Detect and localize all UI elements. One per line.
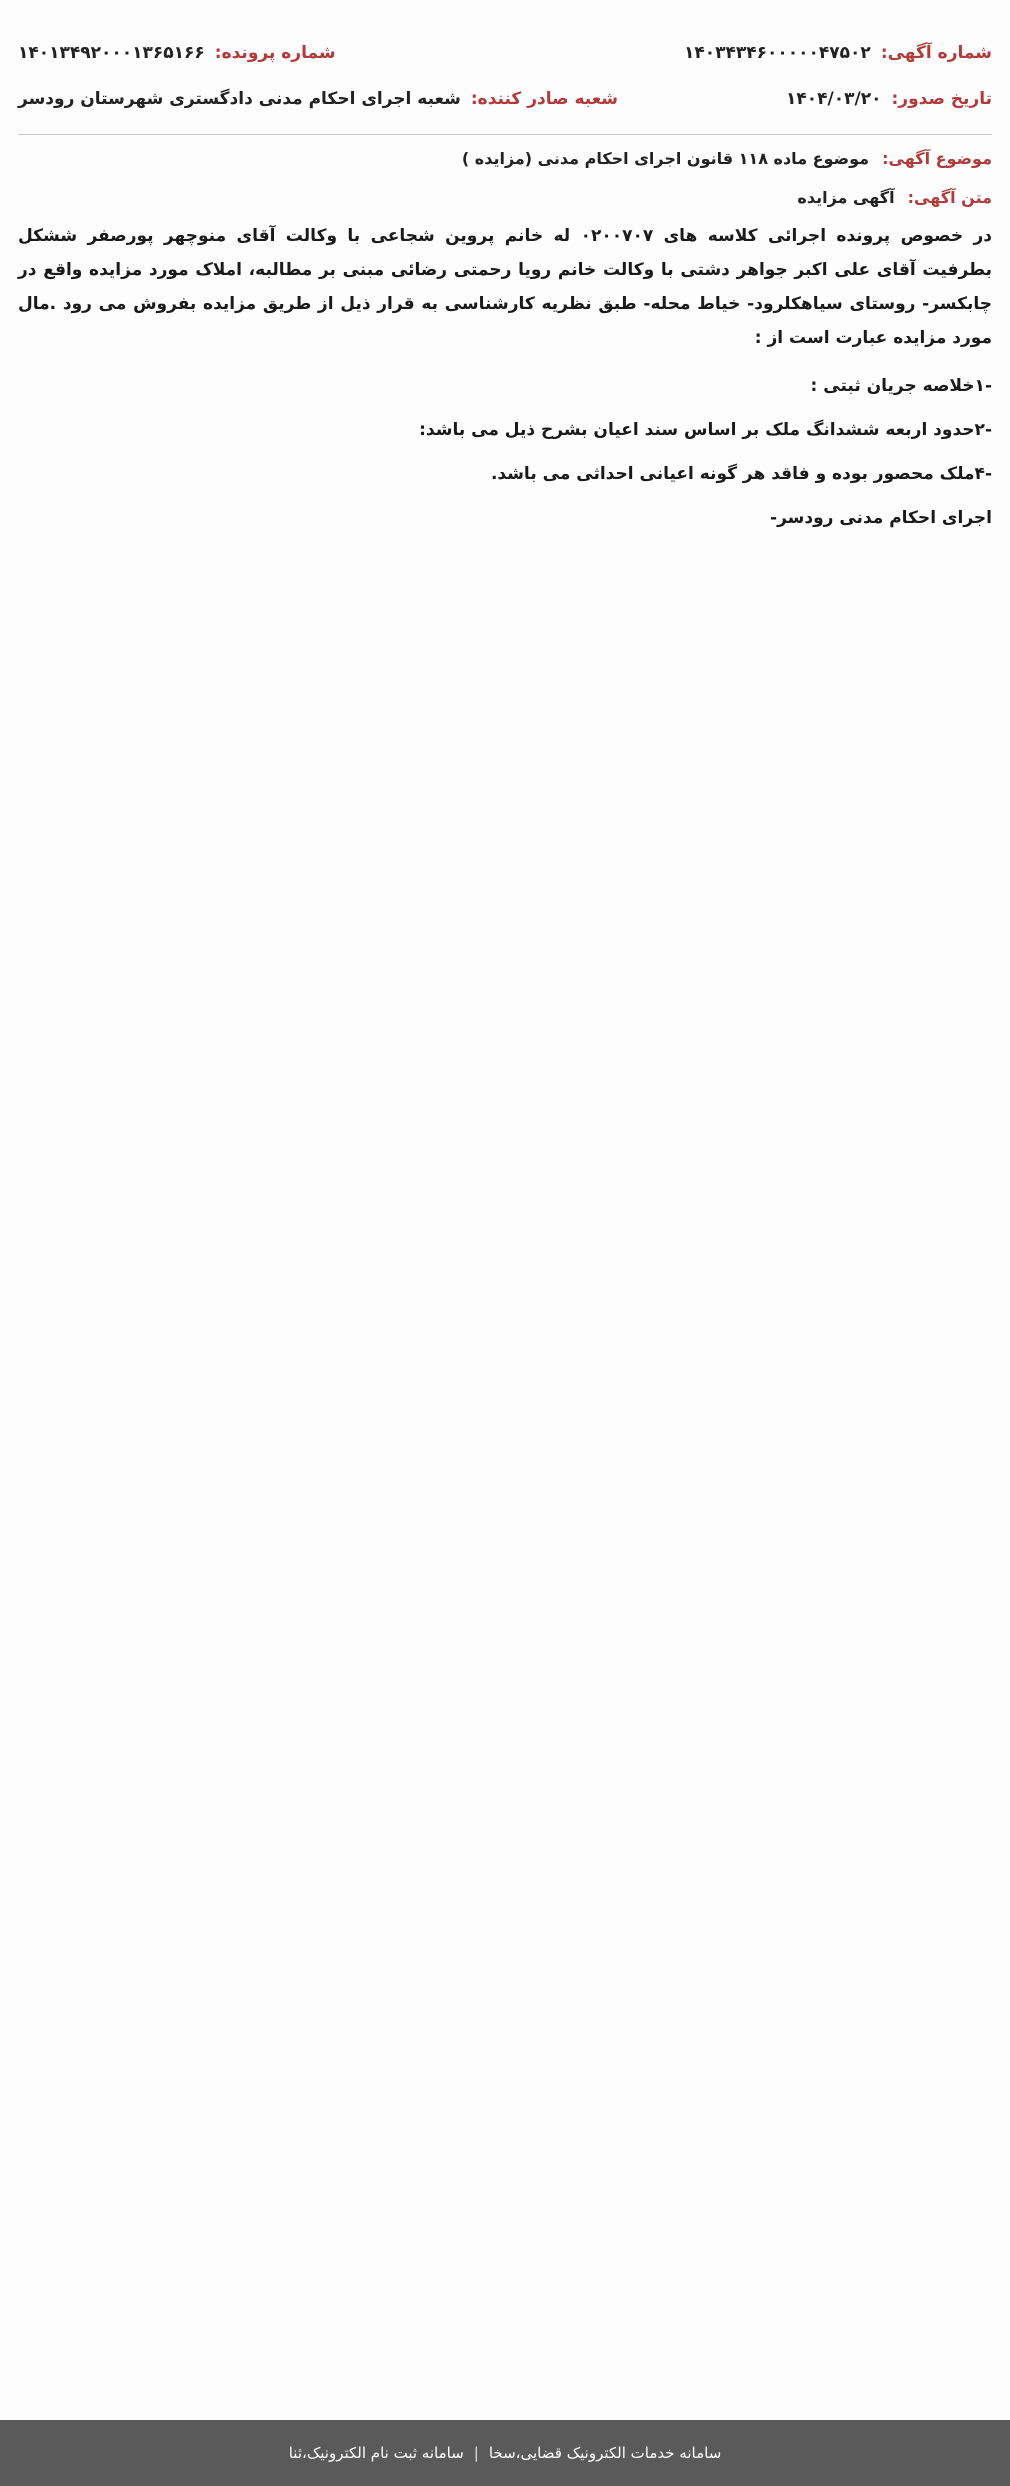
header-divider [18, 134, 992, 135]
issuer-value: شعبه اجرای احکام مدنی دادگستری شهرستان رودسر [18, 89, 461, 109]
body-heading [18, 188, 992, 207]
header-row-1 [18, 30, 992, 76]
case-number-field [18, 43, 336, 63]
footer-sakha-link[interactable]: سامانه خدمات الکترونیک قضایی،سخا [488, 2444, 722, 2462]
issuer-label: شعبه صادر کننده: [470, 89, 619, 109]
intro-paragraph: در خصوص پرونده اجرائی کلاسه های ۰۲۰۰۷۰۷ له خانم پروین شجاعی با وکالت آقای منوچهر پورصفر ششکل بطرفیت آقای علی اکبر جواهر دشتی با وکالت خانم رویا رحمتی رضائی مبنی بر مطالبه، املاک مورد مزایده واقع در چابکسر- روستای سیاهکلرود- خیاط محله- طبق نظریه کارشناسی به قرار ذیل از طریق مزایده بفروش می رود .مال مورد مزایده عبارت است از : [18, 226, 992, 348]
section-4: -۴ملک محصور بوده و فاقد هر گونه اعیانی احداثی می باشد. [490, 464, 992, 484]
ad-number-value: ۱۴۰۳۴۳۴۶۰۰۰۰۰۴۷۵۰۲ [684, 43, 871, 63]
header-row-2 [18, 76, 992, 122]
issue-date-field [786, 89, 992, 109]
case-number-label: شماره پرونده: [214, 43, 336, 63]
ad-number-label: شماره آگهی: [880, 43, 992, 63]
footer-sana-link[interactable]: سامانه ثبت نام الکترونیک،ثنا [288, 2444, 464, 2462]
issuer-field [18, 89, 618, 109]
closing-signature: اجرای احکام مدنی رودسر- [770, 508, 992, 528]
section-2-title: -۲حدود اربعه ششدانگ ملک بر اساس سند اعیان بشرح ذیل می باشد: [419, 420, 992, 440]
issue-date-label: تاریخ صدور: [891, 89, 992, 109]
ad-number-field [684, 43, 992, 63]
body-title: آگهی مزایده [797, 188, 895, 207]
subject-label: موضوع آگهی: [882, 149, 992, 168]
body-label: متن آگهی: [907, 188, 992, 207]
issue-date-value: ۱۴۰۴/۰۳/۲۰ [786, 89, 882, 109]
subject-line [18, 149, 992, 168]
section-1-title: -۱خلاصه جریان ثبتی : [810, 376, 992, 396]
subject-value: موضوع ماده ۱۱۸ قانون اجرای احکام مدنی (مزایده ) [461, 149, 870, 168]
footer-bar [0, 2420, 1010, 2486]
case-number-value: ۱۴۰۱۳۴۹۲۰۰۰۱۳۶۵۱۶۶ [18, 43, 205, 63]
footer-separator: | [473, 2444, 479, 2462]
